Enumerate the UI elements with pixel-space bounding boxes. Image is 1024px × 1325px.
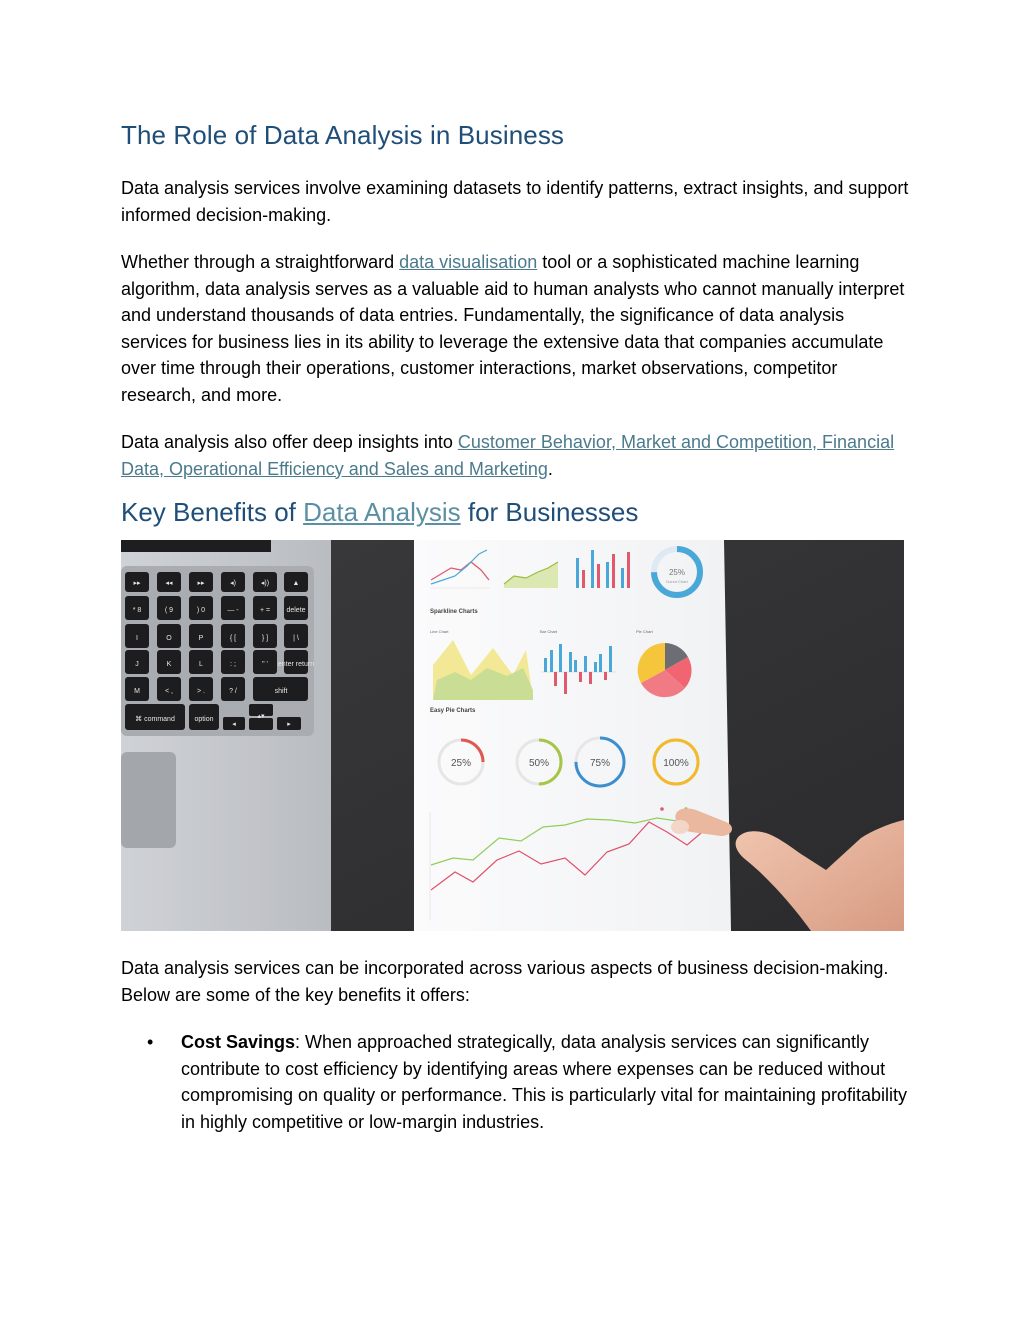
paragraph-visualisation: [121, 249, 911, 408]
heading-text: Key Benefits of: [121, 497, 304, 527]
key-label: } ]: [261, 635, 269, 642]
key-label: ◂◂: [165, 580, 173, 587]
gauge-label: 75%: [589, 758, 611, 769]
paragraph-insights: [121, 429, 911, 482]
paragraph-text: .: [547, 458, 553, 479]
sheet-heading: Easy Pie Charts: [430, 708, 476, 714]
key-label: > .: [197, 688, 205, 695]
key-label: ▲: [292, 580, 300, 587]
heading-text: for Businesses: [460, 497, 639, 527]
sheet-heading: Sparkline Charts: [430, 609, 478, 615]
benefits-list: [121, 1029, 911, 1135]
key-label: ⌘ command: [135, 716, 175, 723]
key-label: ▴▾: [257, 713, 265, 720]
data-visualisation-link[interactable]: data visualisation: [399, 252, 538, 272]
chart-sheet: [414, 540, 731, 931]
list-item: [121, 1029, 911, 1135]
key-label: * 8: [132, 607, 142, 614]
sheet-label: Bar Chart: [540, 629, 558, 634]
key-label: " ': [262, 661, 268, 668]
key-label: ? /: [229, 688, 237, 695]
key-label: P: [198, 635, 204, 642]
insights-link[interactable]: Customer Behavior, Market and Competition, Financial Data, Operational Efficiency and Sales and Marketing: [121, 432, 895, 479]
sheet-label: Line Chart: [430, 629, 449, 634]
key-label: < ,: [165, 688, 173, 695]
data-analysis-link[interactable]: Data Analysis: [303, 497, 461, 527]
paragraph-text: Data analysis also offer deep insights into: [121, 432, 458, 452]
key-label: — -: [227, 607, 239, 614]
key-label: ▸▸: [133, 580, 141, 587]
key-label: J: [135, 661, 139, 668]
key-label: { [: [229, 635, 237, 642]
key-label: + =: [259, 607, 271, 614]
laptop-charts-photo: [121, 540, 904, 931]
pie-chart: [638, 643, 692, 697]
key-label: | \: [293, 635, 299, 642]
key-label: I: [136, 635, 138, 642]
gauge-label: 25%: [450, 758, 472, 769]
section-heading-role: The Role of Data Analysis in Business: [121, 120, 565, 150]
paragraph-text: Whether through a straightforward: [121, 252, 400, 272]
bullet-marker: •: [147, 1032, 154, 1052]
trackpad: [121, 752, 176, 848]
key-label: O: [166, 635, 172, 642]
key-label: ▸▸: [197, 580, 205, 587]
key-label: enter return: [277, 661, 315, 668]
key-label: ◂)): [260, 580, 270, 587]
key-label: delete: [286, 607, 306, 614]
sheet-label: Pie Chart: [636, 629, 653, 634]
donut-label: Donut Chart: [666, 579, 688, 584]
key-label: ) 0: [196, 607, 206, 614]
benefit-text: : When approached strategically, data analysis services can significantly contribute to cost efficiency by identifying areas where expenses can be reduced without compromising on quality or performance. This is particularly vital for maintaining profitability in highly competitive or low-margin industries.: [181, 1032, 907, 1132]
key-label: option: [194, 716, 214, 723]
key-label: ▸: [287, 721, 291, 728]
key-label: ◂: [232, 721, 236, 728]
key-label: ( 9: [164, 607, 174, 614]
gauge-label: 100%: [663, 758, 689, 769]
key-label: shift: [274, 688, 288, 695]
key-label: : ;: [230, 661, 236, 668]
benefit-term: Cost Savings: [181, 1032, 296, 1052]
donut-value: 25%: [668, 568, 686, 577]
paragraph-text: tool or a sophisticated machine learning algorithm, data analysis serves as a valuable aid to human analysts who cannot manually interpret and understand thousands of data entries. Fundamentally, the significance of data analysis services for business lies in its ability to leverage the extensive data that companies accumulate over time through their operations, customer interactions, market observations, competitor research, and more.: [121, 252, 905, 405]
section-heading-benefits: [121, 497, 638, 528]
laptop: [121, 540, 331, 931]
gauge-label: 50%: [528, 758, 550, 769]
paragraph-intro: Data analysis services involve examining datasets to identify patterns, extract insights, and support informed decision-making.: [121, 178, 909, 225]
key-label: K: [166, 661, 172, 668]
key-label: M: [134, 688, 140, 695]
key-label: ◂): [230, 580, 236, 587]
paragraph-benefits-intro: Data analysis services can be incorporated across various aspects of business decision-making. Below are some of the key benefits it offers:: [121, 958, 889, 1005]
key-label: L: [199, 661, 203, 668]
